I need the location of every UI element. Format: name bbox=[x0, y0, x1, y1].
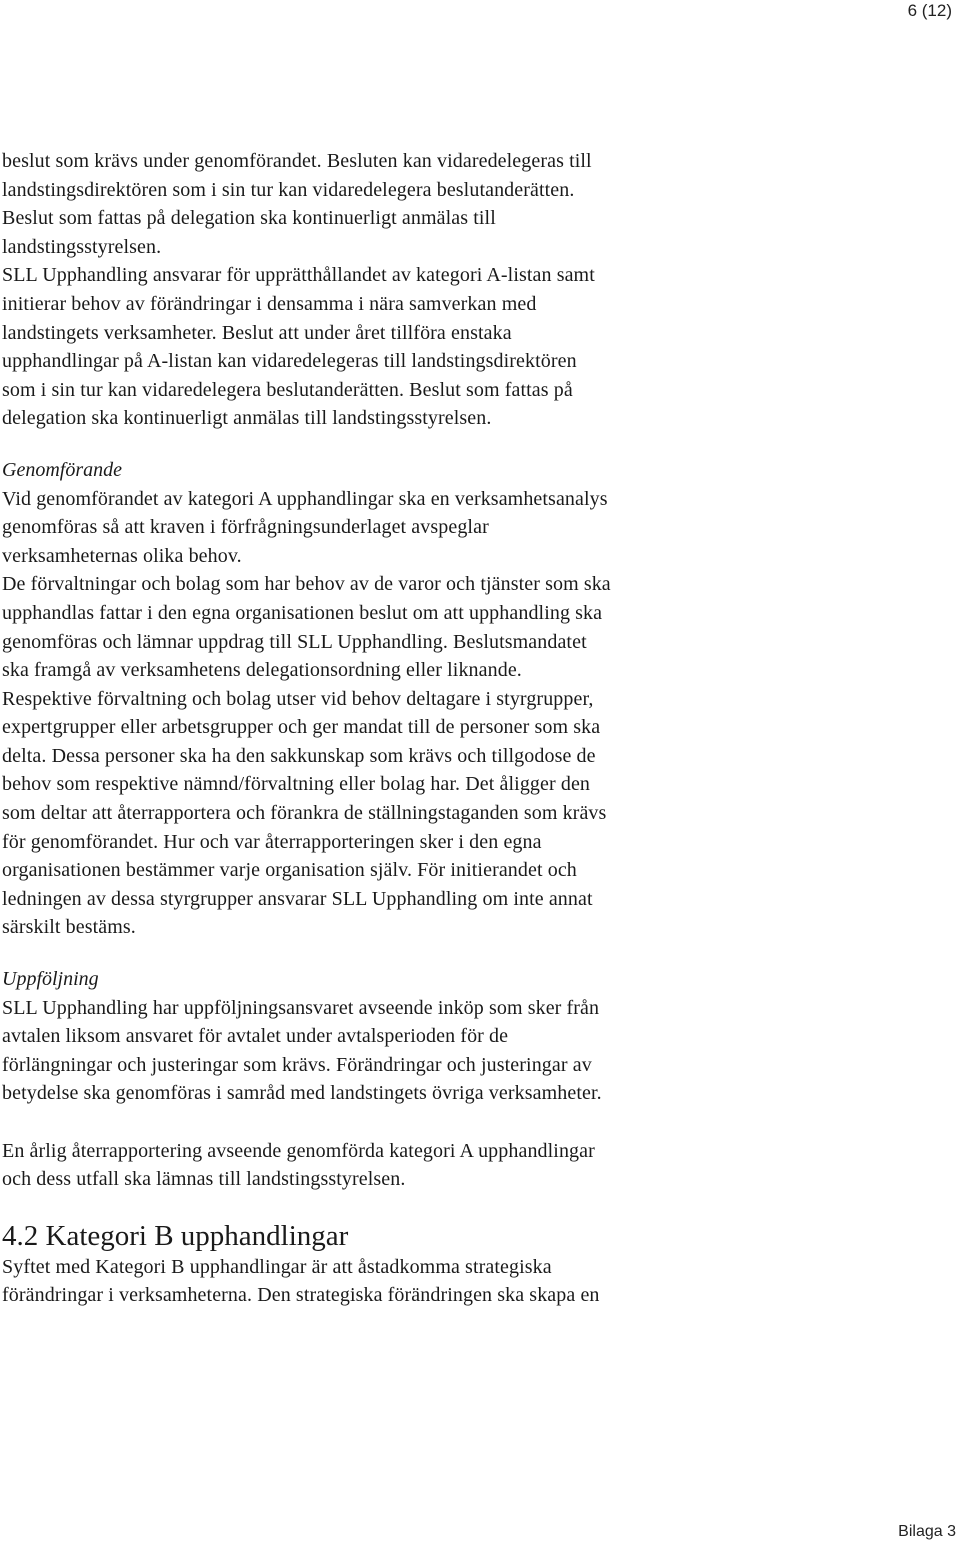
text-line: betydelse ska genomföras i samråd med landstingets övriga verksamheter. bbox=[2, 1082, 602, 1105]
text-line: ledningen av dessa styrgrupper ansvarar SLL Upphandling om inte annat bbox=[2, 887, 593, 910]
text-line: särskilt bestäms. bbox=[2, 916, 136, 939]
text-line: delegation ska kontinuerligt anmälas till landstingsstyrelsen. bbox=[2, 407, 492, 430]
document-body bbox=[2, 147, 952, 1310]
text-line: landstingsstyrelsen. bbox=[2, 235, 162, 258]
text-line: behov som respektive nämnd/förvaltning eller bolag har. Det åligger den bbox=[2, 773, 591, 796]
text-line: avtalen liksom ansvaret för avtalet under avtalsperioden för de bbox=[2, 1025, 509, 1048]
paragraph-kategori-b bbox=[2, 1253, 952, 1310]
paragraph-genomforande bbox=[2, 485, 952, 943]
text-line: genomföras och lämnar uppdrag till SLL Upphandling. Beslutsmandatet bbox=[2, 630, 587, 653]
paragraph-delegation bbox=[2, 147, 952, 433]
text-line: beslut som krävs under genomförandet. Besluten kan vidaredelegeras till bbox=[2, 150, 592, 172]
text-line: SLL Upphandling har uppföljningsansvaret avseende inköp som sker från bbox=[2, 996, 600, 1019]
text-line: Vid genomförandet av kategori A upphandlingar ska en verksamhetsanalys bbox=[2, 487, 608, 510]
text-line: förändringar i verksamheterna. Den strategiska förändringen ska skapa en bbox=[2, 1284, 600, 1307]
text-line: landstingsdirektören som i sin tur kan vidaredelegera beslutanderätten. bbox=[2, 178, 575, 201]
text-line: Respektive förvaltning och bolag utser vid behov deltagare i styrgrupper, bbox=[2, 687, 594, 710]
text-line: Beslut som fattas på delegation ska kontinuerligt anmälas till bbox=[2, 207, 496, 230]
heading-uppfoljning: Uppföljning bbox=[2, 968, 99, 991]
text-line: och dess utfall ska lämnas till landstingsstyrelsen. bbox=[2, 1168, 406, 1191]
text-line: De förvaltningar och bolag som har behov av de varor och tjänster som ska bbox=[2, 573, 611, 596]
text-line: expertgrupper eller arbetsgrupper och ger mandat till de personer som ska bbox=[2, 716, 601, 739]
text-line: SLL Upphandling ansvarar för upprätthållandet av kategori A-listan samt bbox=[2, 264, 595, 287]
text-line: organisationen bestämmer varje organisation själv. För initierandet och bbox=[2, 859, 577, 882]
text-line: för genomförandet. Hur och var återrapporteringen sker i den egna bbox=[2, 830, 542, 853]
paragraph-uppfoljning bbox=[2, 994, 952, 1108]
heading-genomforande: Genomförande bbox=[2, 458, 122, 481]
text-line: initierar behov av förändringar i densamma i nära samverkan med bbox=[2, 292, 537, 315]
text-line: landstingets verksamheter. Beslut att under året tillföra enstaka bbox=[2, 321, 512, 344]
text-line: genomföras så att kraven i förfrågningsunderlaget avspeglar bbox=[2, 516, 489, 539]
paragraph-aterrapportering bbox=[2, 1137, 952, 1194]
text-line: ska framgå av verksamhetens delegationsordning eller liknande. bbox=[2, 659, 522, 682]
heading-kategori-b: 4.2 Kategori B upphandlingar bbox=[2, 1219, 349, 1252]
text-line: upphandlingar på A-listan kan vidaredelegeras till landstingsdirektören bbox=[2, 350, 577, 373]
text-line: som i sin tur kan vidaredelegera beslutanderätten. Beslut som fattas på bbox=[2, 378, 573, 401]
text-line: Syftet med Kategori B upphandlingar är att åstadkomma strategiska bbox=[2, 1255, 552, 1278]
text-line: delta. Dessa personer ska ha den sakkunskap som krävs och tillgodose de bbox=[2, 744, 596, 767]
text-line: som deltar att återrapportera och förankra de ställningstaganden som krävs bbox=[2, 802, 607, 825]
text-line: förlängningar och justeringar som krävs. Förändringar och justeringar av bbox=[2, 1053, 592, 1076]
page-number: 6 (12) bbox=[907, 1, 952, 20]
text-line: En årlig återrapportering avseende genomförda kategori A upphandlingar bbox=[2, 1139, 595, 1162]
text-line: verksamheternas olika behov. bbox=[2, 544, 242, 567]
footer-label: Bilaga 3 bbox=[898, 1523, 956, 1540]
text-line: upphandlas fattar i den egna organisationen beslut om att upphandling ska bbox=[2, 601, 603, 624]
